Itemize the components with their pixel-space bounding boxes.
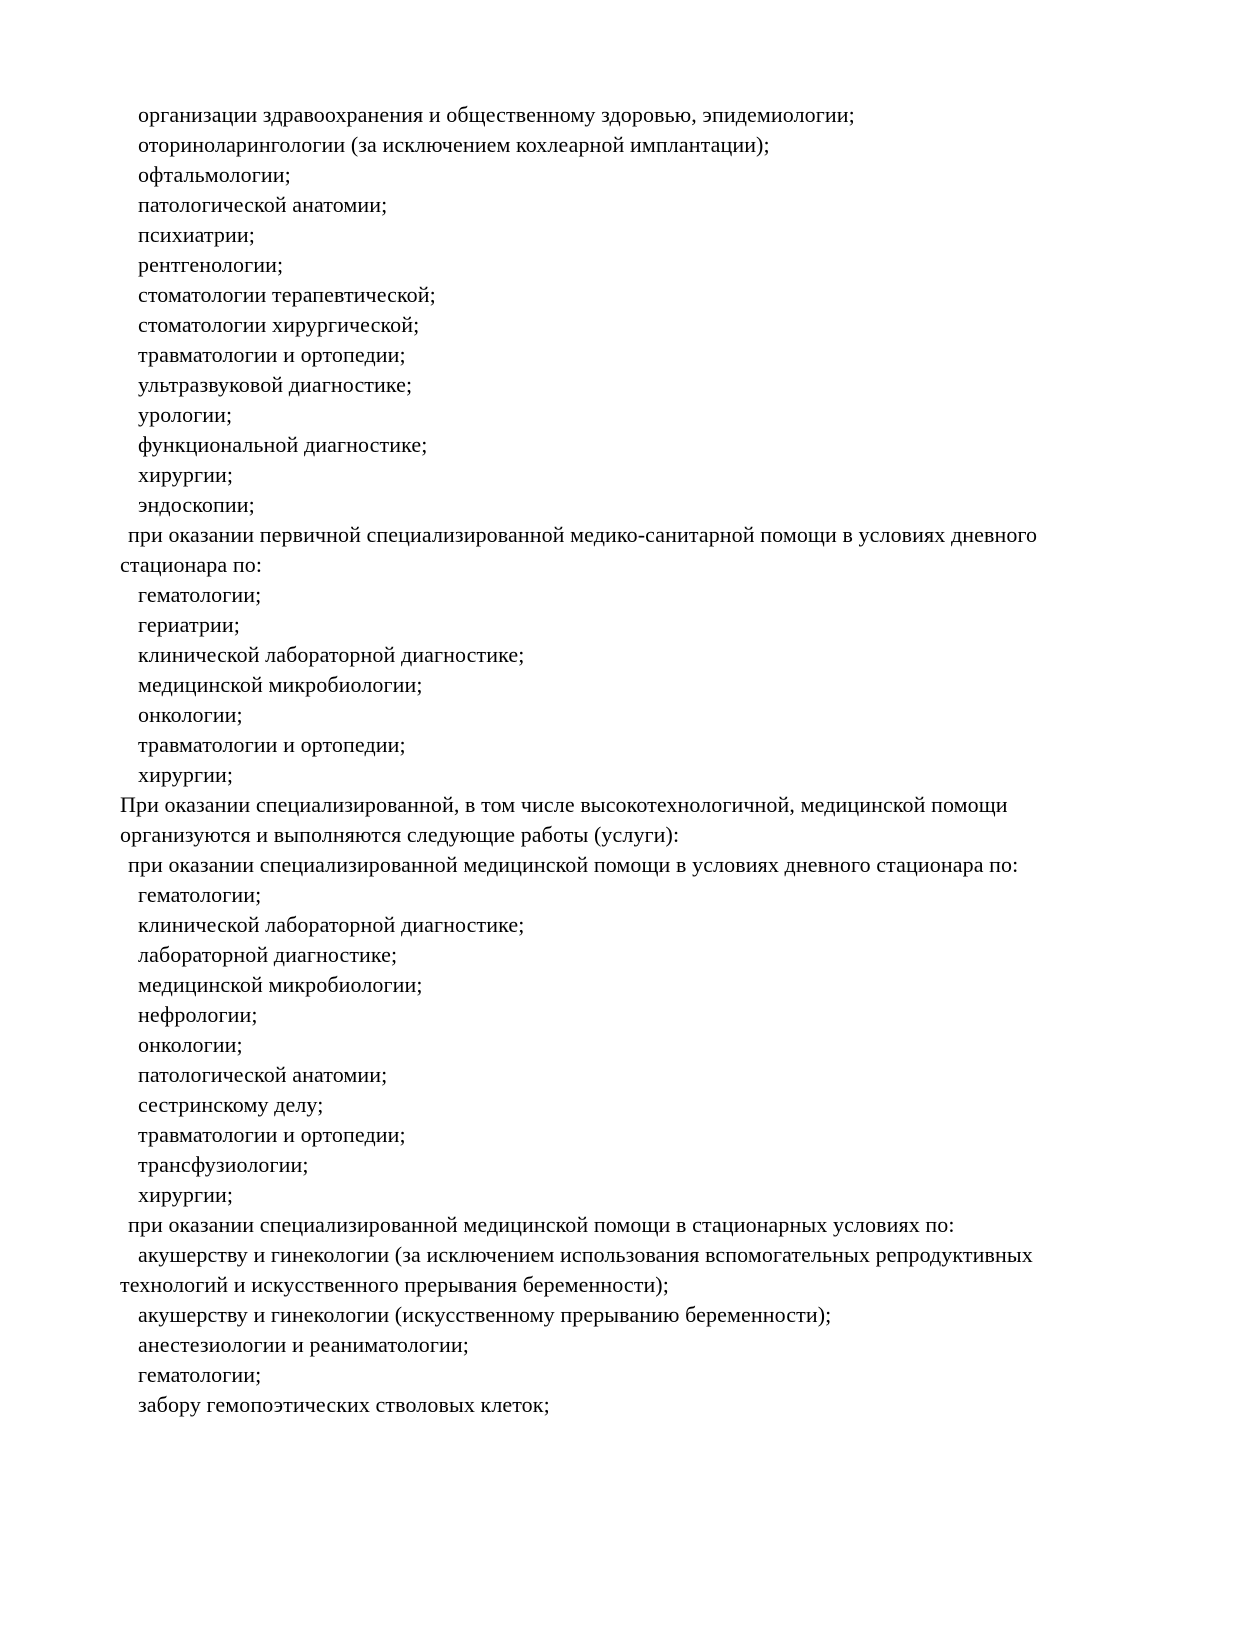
text-line: хирургии; [138, 762, 234, 787]
text-line: гематологии; [138, 1362, 262, 1387]
text-line: забору гемопоэтических стволовых клеток; [138, 1392, 550, 1417]
text-line: травматологии и ортопедии; [138, 342, 406, 367]
list-item [120, 940, 1180, 970]
list-item [120, 730, 1180, 760]
text-line: клинической лабораторной диагностике; [138, 912, 525, 937]
text-line: стоматологии хирургической; [138, 312, 420, 337]
list-item [120, 910, 1180, 940]
list-item [120, 580, 1180, 610]
list-item [120, 1330, 1180, 1360]
text-line: организации здравоохранения и общественному здоровью, эпидемиологии; [138, 102, 855, 127]
list-item [120, 1240, 1180, 1300]
subsection-heading [120, 1210, 1180, 1240]
list-item [120, 1000, 1180, 1030]
list-item [120, 130, 1180, 160]
text-line: нефрологии; [138, 1002, 258, 1027]
paragraph [120, 790, 1180, 850]
text-line: организуются и выполняются следующие работы (услуги): [120, 822, 680, 847]
list-item [120, 880, 1180, 910]
list-item [120, 670, 1180, 700]
text-line: онкологии; [138, 702, 243, 727]
text-line: патологической анатомии; [138, 192, 388, 217]
text-line: при оказании специализированной медицинской помощи в стационарных условиях по: [128, 1212, 955, 1237]
list-item [120, 430, 1180, 460]
list-item [120, 100, 1180, 130]
list-item [120, 1060, 1180, 1090]
list-item [120, 460, 1180, 490]
list-item [120, 400, 1180, 430]
list-item [120, 370, 1180, 400]
text-line: При оказании специализированной, в том числе высокотехнологичной, медицинской помощи [120, 792, 1008, 817]
text-line: анестезиологии и реаниматологии; [138, 1332, 469, 1357]
text-line: медицинской микробиологии; [138, 672, 423, 697]
list-item [120, 1300, 1180, 1330]
list-item [120, 1150, 1180, 1180]
list-item [120, 1090, 1180, 1120]
text-line: психиатрии; [138, 222, 255, 247]
list-item [120, 610, 1180, 640]
list-item [120, 640, 1180, 670]
text-line: офтальмологии; [138, 162, 291, 187]
text-line: акушерству и гинекологии (искусственному прерыванию беременности); [138, 1302, 832, 1327]
list-item [120, 760, 1180, 790]
text-line: травматологии и ортопедии; [138, 1122, 406, 1147]
list-item [120, 220, 1180, 250]
text-line: рентгенологии; [138, 252, 284, 277]
text-line: при оказании первичной специализированной медико-санитарной помощи в условиях дневного [128, 522, 1038, 547]
list-item [120, 190, 1180, 220]
text-line: технологий и искусственного прерывания беременности); [120, 1272, 669, 1297]
list-item [120, 250, 1180, 280]
text-line: трансфузиологии; [138, 1152, 309, 1177]
subsection-heading [120, 520, 1180, 580]
text-line: стационара по: [120, 552, 263, 577]
list-item [120, 1390, 1180, 1420]
text-line: онкологии; [138, 1032, 243, 1057]
text-line: оториноларингологии (за исключением кохлеарной имплантации); [138, 132, 770, 157]
text-line: хирургии; [138, 1182, 234, 1207]
text-line: патологической анатомии; [138, 1062, 388, 1087]
list-item [120, 310, 1180, 340]
text-line: гериатрии; [138, 612, 241, 637]
list-item [120, 970, 1180, 1000]
list-item [120, 1030, 1180, 1060]
text-line: урологии; [138, 402, 233, 427]
list-item [120, 160, 1180, 190]
text-line: ультразвуковой диагностике; [138, 372, 413, 397]
text-line: хирургии; [138, 462, 234, 487]
subsection-heading [120, 850, 1180, 880]
text-line: гематологии; [138, 582, 262, 607]
text-line: эндоскопии; [138, 492, 255, 517]
text-line: медицинской микробиологии; [138, 972, 423, 997]
text-line: акушерству и гинекологии (за исключением использования вспомогательных репродуктивных [138, 1242, 1033, 1267]
text-line: функциональной диагностике; [138, 432, 428, 457]
list-item [120, 1360, 1180, 1390]
text-line: травматологии и ортопедии; [138, 732, 406, 757]
text-line: клинической лабораторной диагностике; [138, 642, 525, 667]
text-line: гематологии; [138, 882, 262, 907]
text-line: при оказании специализированной медицинской помощи в условиях дневного стационара по: [128, 852, 1019, 877]
list-item [120, 700, 1180, 730]
list-item [120, 1120, 1180, 1150]
list-item [120, 490, 1180, 520]
list-item [120, 340, 1180, 370]
list-item [120, 1180, 1180, 1210]
document-body [120, 100, 1180, 1420]
list-item [120, 280, 1180, 310]
text-line: стоматологии терапевтической; [138, 282, 436, 307]
text-line: сестринскому делу; [138, 1092, 324, 1117]
text-line: лабораторной диагностике; [138, 942, 398, 967]
